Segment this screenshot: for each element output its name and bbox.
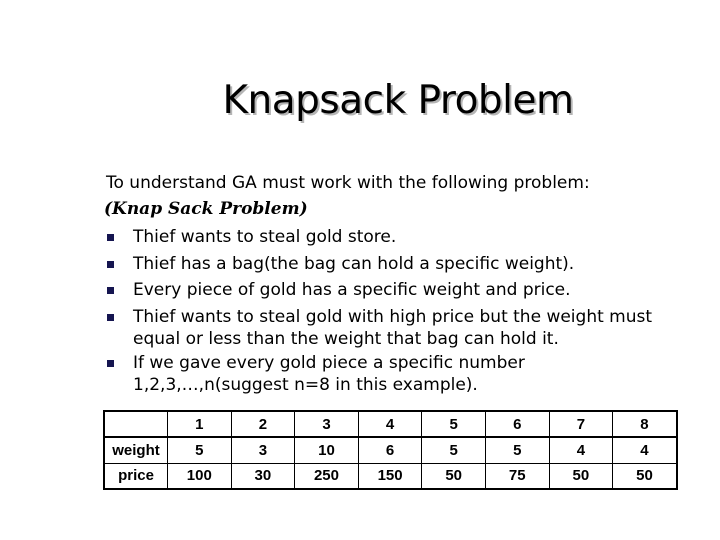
item-number-cell: 6: [485, 411, 549, 437]
price-cell: 50: [613, 463, 677, 489]
item-number-cell: 3: [295, 411, 359, 437]
square-bullet-icon: [107, 314, 114, 321]
square-bullet-icon: [107, 234, 114, 241]
price-cell: 100: [168, 463, 232, 489]
price-cell: 50: [549, 463, 613, 489]
weight-cell: 4: [549, 437, 613, 463]
price-cell: 75: [485, 463, 549, 489]
item-number-cell: 5: [422, 411, 486, 437]
weight-cell: 3: [231, 437, 295, 463]
item-number-cell: 4: [358, 411, 422, 437]
weight-cell: 5: [422, 437, 486, 463]
bullet-item: [104, 226, 664, 249]
price-cell: 50: [422, 463, 486, 489]
bullet-item: [104, 352, 664, 397]
square-bullet-icon: [107, 360, 114, 367]
item-number-cell: 2: [231, 411, 295, 437]
table-header-row: [104, 411, 677, 437]
square-bullet-icon: [107, 287, 114, 294]
weight-cell: 6: [358, 437, 422, 463]
bullet-text: Thief wants to steal gold with high price but the weight must equal or less than the weight that bag can hold it.: [133, 306, 653, 349]
bullet-text: If we gave every gold piece a specific number 1,2,3,…,n(suggest n=8 in this example).: [133, 352, 525, 395]
problem-subheading: (Knap Sack Problem): [104, 199, 308, 219]
slide-title: Knapsack Problem: [222, 78, 574, 123]
square-bullet-icon: [107, 261, 114, 268]
bullet-item: [104, 253, 664, 276]
bullet-text: Thief has a bag(the bag can hold a specific weight).: [133, 253, 575, 274]
bullet-item: [104, 279, 664, 302]
item-number-cell: 1: [168, 411, 232, 437]
bullet-text: Thief wants to steal gold store.: [133, 227, 397, 247]
table-row-price: [104, 463, 677, 489]
item-number-cell: 7: [549, 411, 613, 437]
bullet-list: [104, 226, 664, 401]
weight-cell: 5: [485, 437, 549, 463]
price-cell: 150: [358, 463, 422, 489]
bullet-item: [104, 306, 664, 351]
table-corner-cell: [104, 411, 168, 437]
price-cell: 250: [295, 463, 359, 489]
row-label-weight: weight: [104, 437, 168, 463]
row-label-price: price: [104, 463, 168, 489]
weight-cell: 10: [295, 437, 359, 463]
price-cell: 30: [231, 463, 295, 489]
intro-text: To understand GA must work with the following problem:: [106, 173, 590, 193]
table-row-weight: [104, 437, 677, 463]
item-number-cell: 8: [613, 411, 677, 437]
weight-cell: 5: [168, 437, 232, 463]
bullet-text: Every piece of gold has a specific weight and price.: [133, 280, 571, 300]
weight-cell: 4: [613, 437, 677, 463]
gold-items-table: [103, 410, 678, 490]
